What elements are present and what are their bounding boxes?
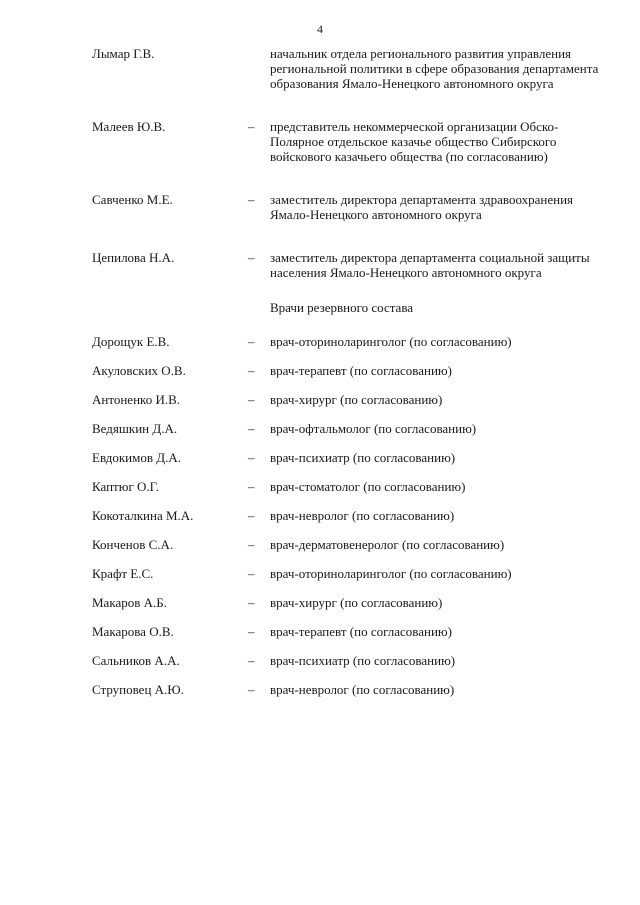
- doctor-role: врач-дерматовенеролог (по согласованию): [270, 537, 505, 552]
- doctor-dash: –: [248, 450, 255, 465]
- doctor-dash: –: [248, 624, 255, 639]
- member-dash: –: [248, 119, 255, 134]
- reserve-doctor-entry: [92, 653, 602, 682]
- page-number: 4: [317, 22, 323, 36]
- doctor-role: врач-офтальмолог (по согласованию): [270, 421, 477, 436]
- doctor-role: врач-невролог (по согласованию): [270, 508, 455, 523]
- doctor-name: Евдокимов Д.А.: [92, 450, 182, 465]
- doctor-name: Сальников А.А.: [92, 653, 180, 668]
- doctor-dash: –: [248, 682, 255, 697]
- member-name: Лымар Г.В.: [92, 46, 155, 61]
- member-dash: –: [248, 250, 255, 265]
- doctor-dash: –: [248, 537, 255, 552]
- doctor-dash: –: [248, 363, 255, 378]
- doctor-dash: –: [248, 566, 255, 581]
- doctor-name: Антоненко И.В.: [92, 392, 181, 407]
- member-role: представитель некоммерческой организации Обско-Полярное отдельское казачье общество Сибирского войскового казачьего общества (по согласованию): [270, 119, 559, 164]
- doctor-role: врач-хирург (по согласованию): [270, 392, 443, 407]
- commission-members-list: [92, 46, 602, 280]
- reserve-doctor-entry: [92, 537, 602, 566]
- doctor-name: Акуловских О.В.: [92, 363, 186, 378]
- member-name: Савченко М.Е.: [92, 192, 173, 207]
- doctor-role: врач-стоматолог (по согласованию): [270, 479, 466, 494]
- reserve-doctor-entry: [92, 421, 602, 450]
- doctor-dash: –: [248, 595, 255, 610]
- doctor-dash: –: [248, 508, 255, 523]
- reserve-doctor-entry: [92, 624, 602, 653]
- member-entry: [92, 46, 602, 91]
- doctor-dash: –: [248, 421, 255, 436]
- doctor-name: Крафт Е.С.: [92, 566, 154, 581]
- reserve-doctor-entry: [92, 682, 602, 711]
- doctor-name: Кокоталкина М.А.: [92, 508, 194, 523]
- doctor-name: Каптюг О.Г.: [92, 479, 159, 494]
- doctor-role: врач-хирург (по согласованию): [270, 595, 443, 610]
- reserve-doctor-entry: [92, 334, 602, 363]
- member-role: заместитель директора департамента здравоохранения Ямало-Ненецкого автономного округа: [270, 192, 574, 222]
- doctor-role: врач-психиатр (по согласованию): [270, 450, 456, 465]
- doctor-role: врач-оториноларинголог (по согласованию): [270, 334, 512, 349]
- member-name: Малеев Ю.В.: [92, 119, 166, 134]
- reserve-doctor-entry: [92, 508, 602, 537]
- doctor-role: врач-невролог (по согласованию): [270, 682, 455, 697]
- reserve-doctor-entry: [92, 392, 602, 421]
- doctor-name: Ведяшкин Д.А.: [92, 421, 178, 436]
- reserve-doctors-list: [92, 334, 602, 711]
- doctor-dash: –: [248, 479, 255, 494]
- reserve-doctor-entry: [92, 363, 602, 392]
- reserve-section-title: Врачи резервного состава: [270, 300, 414, 315]
- reserve-doctor-entry: [92, 479, 602, 508]
- member-entry: [92, 192, 602, 222]
- reserve-doctor-entry: [92, 595, 602, 624]
- doctor-role: врач-терапевт (по согласованию): [270, 624, 452, 639]
- doctor-role: врач-оториноларинголог (по согласованию): [270, 566, 512, 581]
- reserve-doctor-entry: [92, 450, 602, 479]
- doctor-role: врач-терапевт (по согласованию): [270, 363, 452, 378]
- member-dash: [248, 46, 270, 91]
- doctor-role: врач-психиатр (по согласованию): [270, 653, 456, 668]
- member-dash: –: [248, 192, 255, 207]
- doctor-name: Струповец А.Ю.: [92, 682, 184, 697]
- member-role: начальник отдела регионального развития управления региональной политики в сфере образования департамента образования Ямало-Ненецкого автономного округа: [270, 46, 599, 91]
- doctor-name: Макарова О.В.: [92, 624, 174, 639]
- reserve-doctor-entry: [92, 566, 602, 595]
- document-body: [92, 46, 602, 711]
- member-entry: [92, 119, 602, 164]
- doctor-name: Макаров А.Б.: [92, 595, 167, 610]
- doctor-name: Дорощук Е.В.: [92, 334, 170, 349]
- member-role: заместитель директора департамента социальной защиты населения Ямало-Ненецкого автономного округа: [270, 250, 590, 280]
- member-name: Цепилова Н.А.: [92, 250, 175, 265]
- doctor-name: Конченов С.А.: [92, 537, 174, 552]
- doctor-dash: –: [248, 334, 255, 349]
- doctor-dash: –: [248, 653, 255, 668]
- doctor-dash: –: [248, 392, 255, 407]
- member-entry: [92, 250, 602, 280]
